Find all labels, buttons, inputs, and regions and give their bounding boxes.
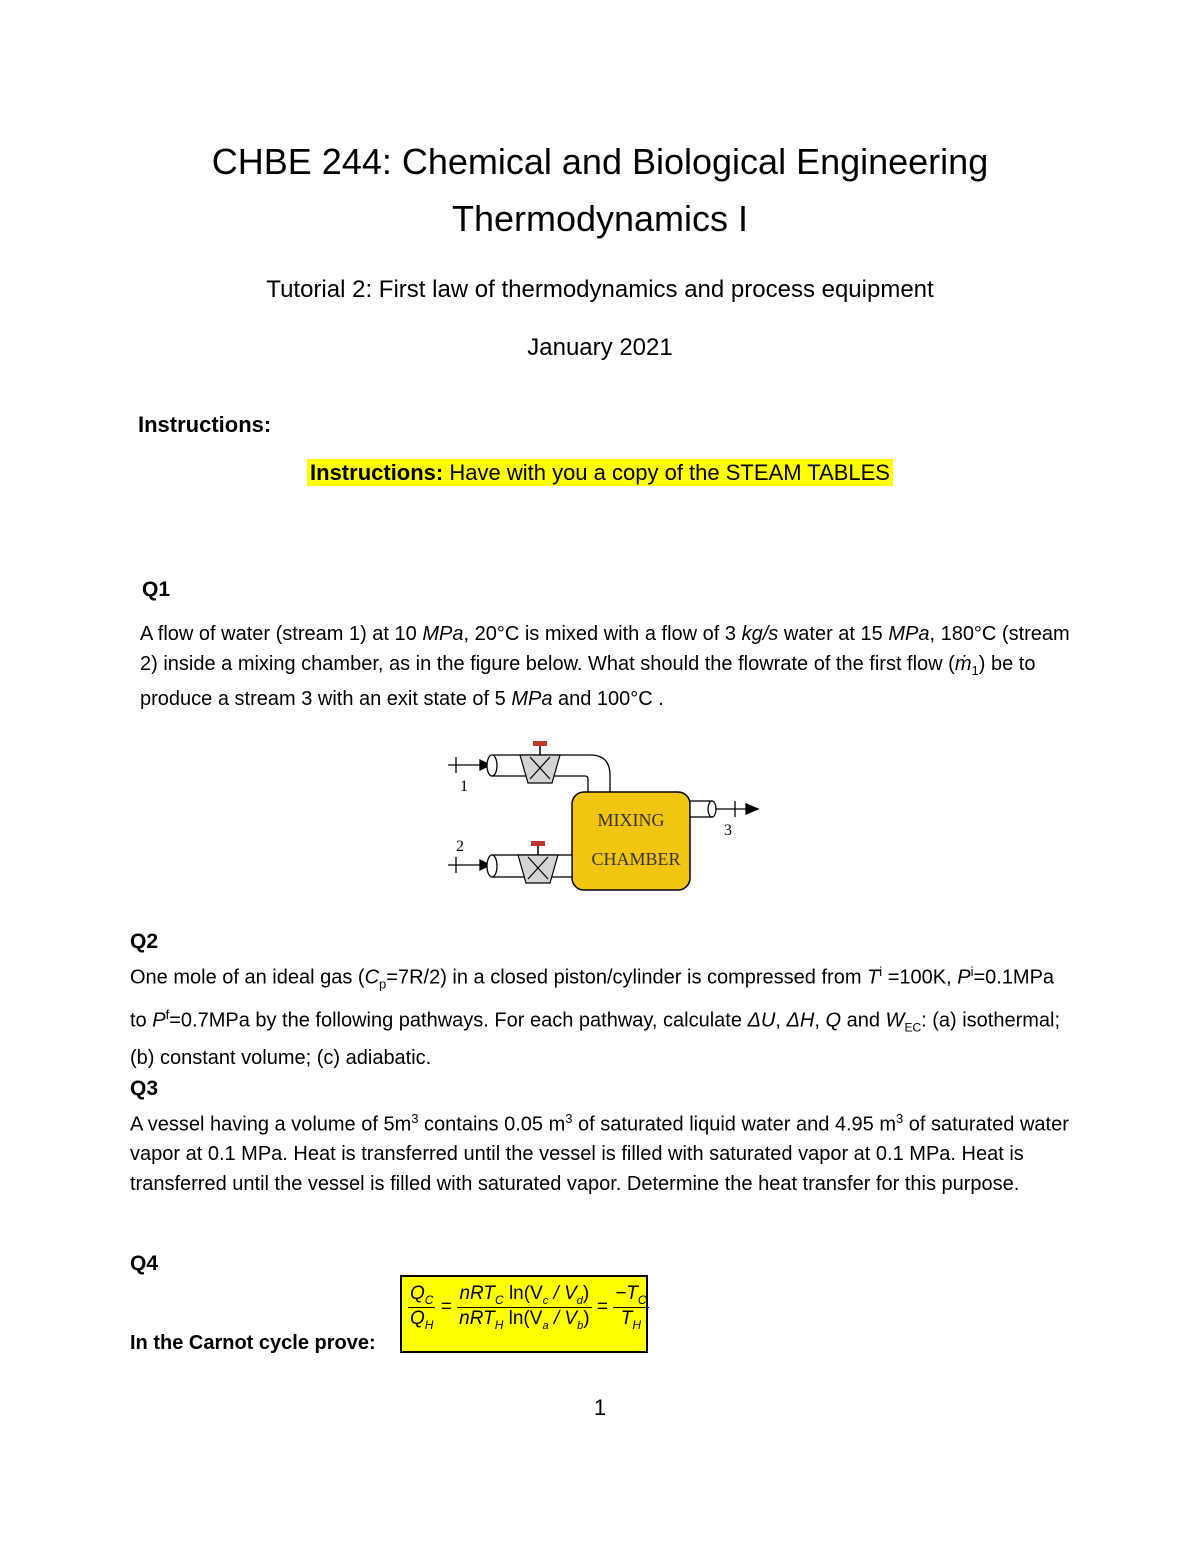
formula-fraction-2: $\frac{nRT_C \ln(V_c / V_d)}{nRT_H \ln(V_a / V_b)}$ xyxy=(459,1283,590,1332)
stream-3-outlet xyxy=(690,801,758,817)
valve-2-icon xyxy=(518,841,558,883)
q1-text: A flow of water (stream 1) at 10 MPa, 20°C is mixed with a flow of 3 kg/s water at 15 MPa, 180°C (stream 2) inside a mixing chamber, as in the figure below. What should the flowrate of the first flow (ṁ$_1$) be to produce a stream 3 with an exit state of 5 MPa and 100°C . xyxy=(140,623,1070,710)
subtitle: Tutorial 2: First law of thermodynamics and process equipment xyxy=(266,276,934,303)
q3-text: A vessel having a volume of $5m^3$ contains 0.05 $m^3$ of saturated liquid water and 4.95 $m^3$ of saturated water vapor at 0.1 MPa. Heat is transferred until the vessel is filled with saturated vapor at 0.1 MPa. Heat is transferred until the vessel is filled with saturated vapor. Determine the heat transfer for this purpose. xyxy=(130,1111,1069,1195)
valve-1-handle xyxy=(533,741,547,746)
mixing-chamber-box xyxy=(572,792,690,890)
title-line-1: CHBE 244: Chemical and Biological Engineering xyxy=(211,141,989,182)
page-number: 1 xyxy=(593,1395,607,1420)
date: January 2021 xyxy=(527,334,673,361)
chamber-label-line-1: MIXING xyxy=(597,810,665,830)
q4-heading: Q4 xyxy=(130,1252,159,1275)
q1-heading: Q1 xyxy=(142,578,171,601)
document-title xyxy=(0,140,1200,254)
q2-text: One mole of an ideal gas $(C_p=7R/2)$ in a closed piston/cylinder is compressed from $T^i =100K$, $P^i=0.1MPa$ to $P^f=0.7MPa$ by the following pathways. For each pathway, calculate ΔU, ΔH, Q and $W_{EC}$: (a) isothermal; (b) constant volume; (c) adiabatic. xyxy=(130,964,1061,1070)
formula-fraction-1: $\frac{Q_C}{Q_H}$ xyxy=(410,1283,434,1332)
instructions-heading: Instructions: xyxy=(138,412,272,437)
valve-1-icon xyxy=(520,741,560,783)
valve-2-handle xyxy=(531,841,545,846)
instructions-banner xyxy=(0,460,1200,486)
stream-label-3: 3 xyxy=(724,822,732,839)
q4-prompt: In the Carnot cycle prove: xyxy=(130,1332,376,1354)
stream-label-2: 2 xyxy=(456,838,464,855)
title-line-2: Thermodynamics I xyxy=(451,198,749,239)
mixing-chamber-figure xyxy=(440,735,770,900)
stream-1-inlet xyxy=(448,757,490,773)
carnot-formula: $\frac{Q_C}{Q_H}$ = $\frac{nRT_C \ln(V_c / V_d)}{nRT_H \ln(V_a / V_b)}$ = $\frac{-T_C}{T_H}$ xyxy=(400,1275,648,1353)
stream-2-inlet xyxy=(448,857,490,873)
formula-fraction-3: $\frac{-T_C}{T_H}$ xyxy=(615,1283,647,1332)
instructions-text: Have with you a copy of the STEAM TABLES xyxy=(443,460,890,485)
instructions-label: Instructions: xyxy=(310,460,444,485)
stream-label-1: 1 xyxy=(460,778,468,795)
q3-heading: Q3 xyxy=(130,1077,159,1100)
chamber-label-line-2: CHAMBER xyxy=(591,849,681,869)
q2-heading: Q2 xyxy=(130,930,159,953)
